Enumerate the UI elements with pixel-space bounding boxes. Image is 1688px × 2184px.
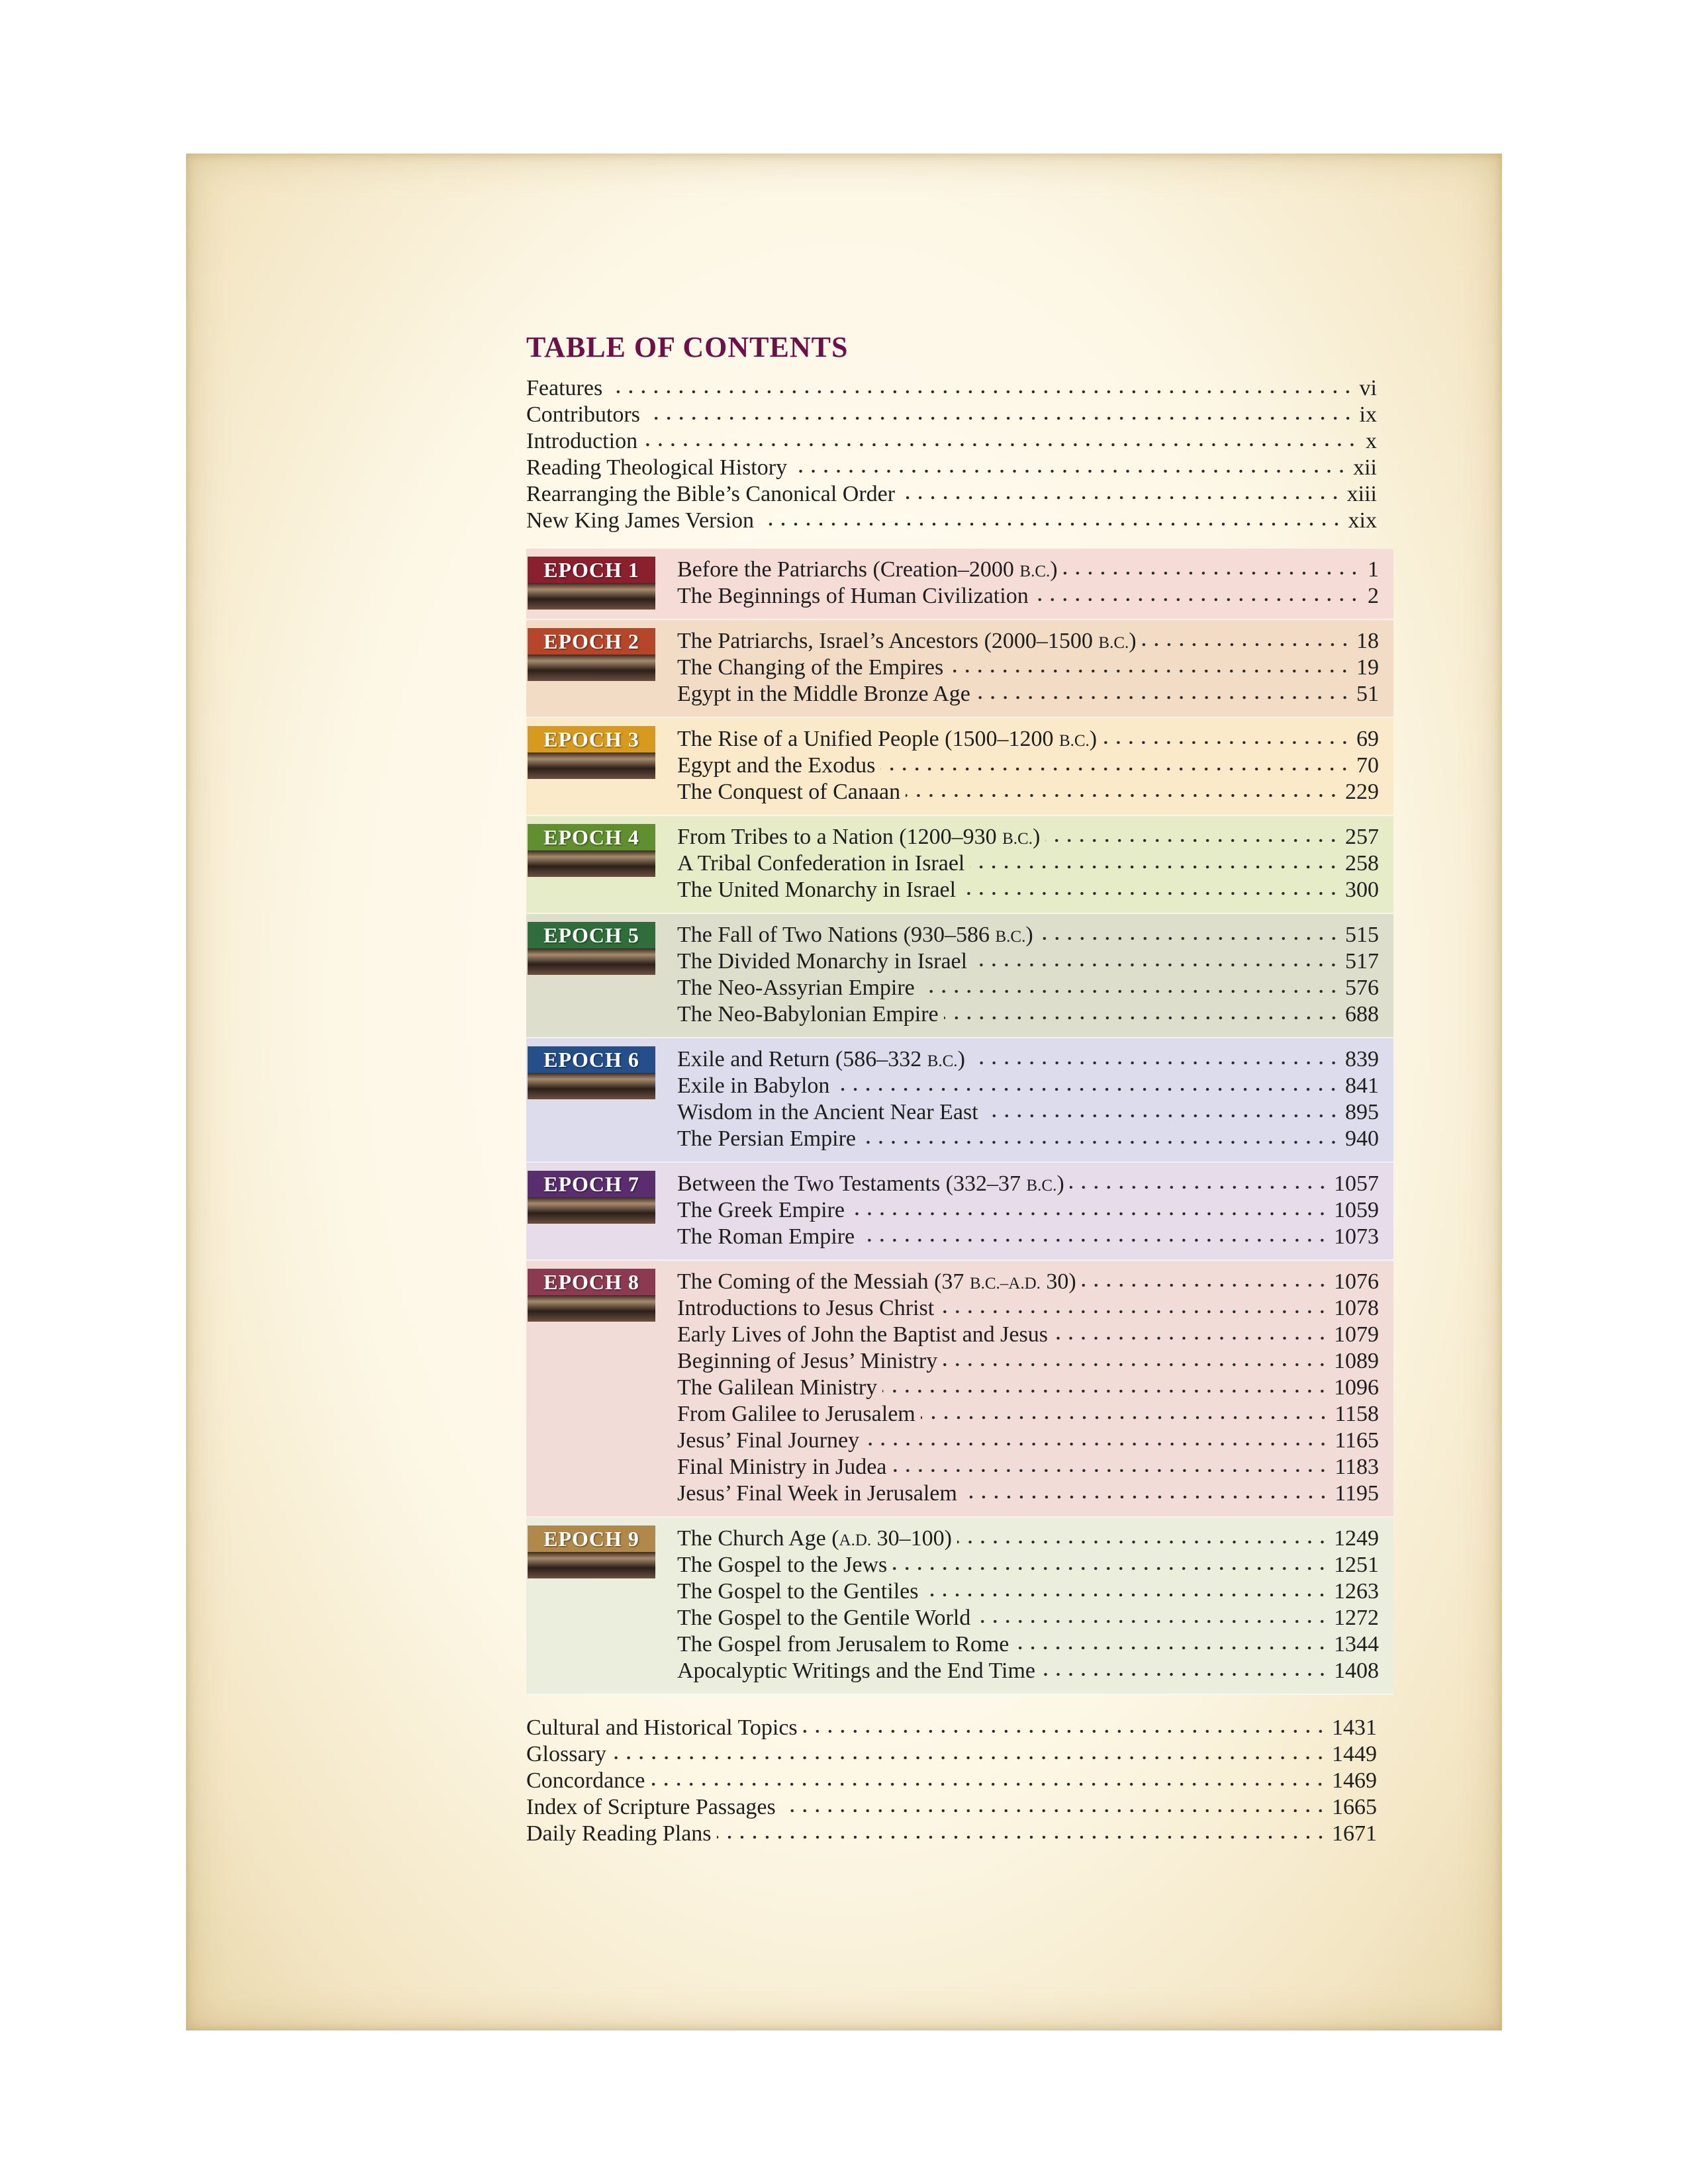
toc-entry-title	[526, 1768, 645, 1794]
toc-page-number: 1249	[1334, 1526, 1379, 1551]
table-of-contents	[526, 328, 1393, 1847]
toc-entry[interactable]	[677, 1454, 1379, 1480]
epoch-section	[526, 620, 1393, 718]
toc-entry[interactable]	[677, 1126, 1379, 1152]
toc-page-number: x	[1366, 429, 1377, 453]
dot-leader	[970, 864, 1340, 870]
toc-page-number: xiii	[1346, 482, 1377, 506]
toc-entry-label-tail: 30)	[1040, 1269, 1076, 1294]
toc-entry[interactable]	[677, 1375, 1379, 1401]
dot-leader	[882, 1388, 1329, 1394]
dot-leader	[961, 890, 1340, 897]
era-abbreviation: B.C.–A.D.	[969, 1275, 1041, 1293]
toc-entry-title	[526, 455, 787, 481]
toc-entry-title	[677, 850, 964, 877]
toc-entry[interactable]	[677, 922, 1379, 948]
epoch-badge	[528, 824, 655, 877]
toc-entry[interactable]	[526, 402, 1377, 428]
toc-entry-label: Features	[526, 376, 603, 400]
toc-entry-label: Exile in Babylon	[677, 1073, 830, 1098]
epoch-section	[526, 914, 1393, 1038]
toc-page-number: 515	[1345, 923, 1379, 947]
toc-entry-title	[677, 1171, 1064, 1197]
dot-leader	[608, 388, 1354, 395]
toc-entry-label: Egypt in the Middle Bronze Age	[677, 682, 970, 706]
era-abbreviation: B.C.	[1026, 1177, 1057, 1195]
toc-page-number: vi	[1359, 376, 1377, 400]
toc-entry-title	[526, 402, 640, 428]
toc-entry-label: Introduction	[526, 429, 638, 453]
dot-leader	[850, 1210, 1329, 1217]
toc-page-number: 1431	[1332, 1715, 1377, 1740]
toc-entry-label: Beginning of Jesus’ Ministry	[677, 1349, 938, 1373]
toc-entry-label: The Coming of the Messiah (37	[677, 1269, 970, 1294]
toc-entry[interactable]	[677, 1348, 1379, 1375]
toc-entry[interactable]	[677, 1605, 1379, 1631]
dot-leader	[920, 988, 1340, 995]
epoch-entries	[677, 824, 1379, 903]
epoch-entries	[677, 1171, 1379, 1250]
dot-leader	[645, 415, 1354, 422]
toc-entry-label: The Gospel to the Jews	[677, 1553, 888, 1577]
dot-leader	[1045, 837, 1340, 844]
dot-leader	[860, 1237, 1329, 1244]
toc-entry-label: Daily Reading Plans	[526, 1821, 712, 1846]
dot-leader	[943, 1361, 1329, 1368]
toc-entry-label: The Rise of a Unified People (1500–1200	[677, 727, 1059, 751]
epoch-badge-label: EPOCH 2	[543, 629, 639, 653]
toc-entry[interactable]	[677, 583, 1379, 610]
toc-page-number: 517	[1345, 949, 1379, 974]
toc-page-number: 1079	[1334, 1322, 1379, 1347]
dot-leader	[957, 1539, 1329, 1545]
dot-leader	[900, 494, 1342, 501]
toc-page-number: 688	[1345, 1002, 1379, 1026]
toc-entry-title	[677, 824, 1040, 850]
dot-leader	[643, 441, 1358, 448]
toc-entry-label-tail: )	[1129, 629, 1137, 653]
toc-entry-title	[677, 1073, 829, 1099]
toc-entry[interactable]	[677, 557, 1379, 583]
dot-leader	[880, 766, 1351, 772]
toc-entry-title	[526, 428, 637, 455]
dot-leader	[861, 1139, 1340, 1146]
toc-page-number: 1408	[1334, 1659, 1379, 1683]
dot-leader	[906, 792, 1340, 799]
epoch-badge-label: EPOCH 4	[543, 825, 639, 849]
toc-page-number: 2	[1368, 584, 1379, 608]
epoch-badge	[528, 726, 655, 779]
toc-page-number: 1195	[1335, 1481, 1379, 1506]
epoch-section	[526, 1518, 1393, 1695]
epoch-entries	[677, 1046, 1379, 1152]
dot-leader	[976, 694, 1351, 701]
toc-entry-title	[526, 1715, 798, 1741]
toc-page-number: 576	[1345, 976, 1379, 1000]
toc-entry-title	[677, 1099, 978, 1126]
dot-leader	[803, 1728, 1327, 1735]
dot-leader	[962, 1494, 1329, 1500]
toc-entry-title	[677, 583, 1029, 610]
toc-entry[interactable]	[677, 1658, 1379, 1684]
toc-page-number: 70	[1356, 753, 1379, 778]
dot-leader	[892, 1467, 1329, 1474]
toc-page-number: 257	[1345, 825, 1379, 849]
toc-entry-label: Contributors	[526, 402, 640, 427]
toc-entry-label: Reading Theological History	[526, 455, 788, 480]
toc-entry-title	[677, 1269, 1076, 1295]
toc-entry[interactable]	[677, 1401, 1379, 1428]
toc-entry-title	[526, 1794, 776, 1821]
toc-entry-title	[526, 1821, 712, 1847]
toc-entry-title	[677, 1197, 845, 1224]
dot-leader	[972, 962, 1340, 968]
epoch-entries	[677, 628, 1379, 707]
toc-entry-title	[677, 1525, 952, 1552]
era-abbreviation: B.C.	[1002, 830, 1033, 848]
toc-entry-title	[677, 628, 1137, 655]
toc-entry[interactable]	[677, 1171, 1379, 1197]
toc-page-number: 1	[1368, 557, 1379, 582]
dot-leader	[1142, 641, 1351, 648]
dot-leader	[892, 1565, 1329, 1572]
toc-entry-label: Wisdom in the Ancient Near East	[677, 1100, 978, 1124]
toc-entry-label: The Church Age (	[677, 1526, 839, 1551]
toc-page-number: 940	[1345, 1126, 1379, 1151]
toc-entry-label: From Galilee to Jerusalem	[677, 1402, 915, 1426]
dot-leader	[1102, 739, 1351, 746]
toc-entry-label: The Neo-Babylonian Empire	[677, 1002, 939, 1026]
toc-entry[interactable]	[526, 1768, 1377, 1794]
toc-entry-label: Glossary	[526, 1742, 606, 1766]
epoch-section	[526, 1163, 1393, 1261]
epoch-badge	[528, 922, 655, 975]
dot-leader	[1053, 1335, 1329, 1342]
toc-page-number: 1344	[1334, 1632, 1379, 1657]
toc-page-number: 19	[1356, 655, 1379, 680]
toc-page-number: 1078	[1334, 1296, 1379, 1320]
toc-entry-title	[677, 1658, 1035, 1684]
toc-entry-label-tail: )	[1032, 825, 1041, 849]
toc-entry-label-tail: )	[1050, 557, 1058, 582]
toc-page-number: 1076	[1334, 1269, 1379, 1294]
toc-entry[interactable]	[677, 1073, 1379, 1099]
dot-leader	[865, 1441, 1329, 1447]
epoch-badge-label: EPOCH 6	[543, 1048, 639, 1071]
epoch-section	[526, 1261, 1393, 1518]
epoch-entries	[677, 726, 1379, 805]
epoch-section	[526, 816, 1393, 914]
toc-entry-title	[677, 779, 900, 805]
toc-entry[interactable]	[526, 375, 1377, 402]
dot-leader	[1034, 596, 1360, 603]
toc-entry[interactable]	[677, 1001, 1379, 1028]
toc-entry-title	[526, 508, 754, 534]
toc-entry-label: Between the Two Testaments (332–37	[677, 1171, 1027, 1196]
toc-entry[interactable]	[526, 1741, 1377, 1768]
toc-entry[interactable]	[677, 1480, 1379, 1507]
dot-leader	[949, 668, 1351, 674]
toc-entry-title	[677, 1552, 887, 1578]
toc-entry-title	[526, 1741, 606, 1768]
toc-page-number: 895	[1345, 1100, 1379, 1124]
page-title: TABLE OF CONTENTS	[526, 331, 849, 363]
toc-entry[interactable]	[526, 1794, 1377, 1821]
toc-page-number: 1165	[1335, 1428, 1379, 1453]
dot-leader	[1014, 1645, 1329, 1651]
toc-page-number: 51	[1356, 682, 1379, 706]
toc-entry-label: The Gospel to the Gentile World	[677, 1606, 971, 1630]
toc-entry[interactable]	[677, 1578, 1379, 1605]
toc-entry-label-tail: )	[957, 1047, 965, 1071]
epoch-section	[526, 1038, 1393, 1163]
dot-leader	[1041, 1671, 1329, 1678]
toc-entry[interactable]	[677, 779, 1379, 805]
toc-entry-label: The Gospel from Jerusalem to Rome	[677, 1632, 1009, 1657]
toc-entry-title	[677, 948, 967, 975]
toc-entry-label: The Patriarchs, Israel’s Ancestors (2000–1500	[677, 629, 1099, 653]
toc-entry-label: Final Ministry in Judea	[677, 1455, 887, 1479]
epoch-entries	[677, 557, 1379, 610]
toc-entry[interactable]	[677, 681, 1379, 707]
back-matter-list	[526, 1715, 1377, 1847]
epoch-badge	[528, 557, 655, 610]
epoch-badge-label: EPOCH 1	[543, 558, 639, 582]
toc-page-number: 300	[1345, 878, 1379, 902]
toc-entry-label: Index of Scripture Passages	[526, 1795, 776, 1819]
toc-entry[interactable]	[677, 1197, 1379, 1224]
toc-page-number: 1449	[1332, 1742, 1377, 1766]
toc-entry[interactable]	[677, 975, 1379, 1001]
toc-page-number: 258	[1345, 851, 1379, 876]
toc-entry-label-tail: )	[1025, 923, 1033, 947]
dot-leader	[1039, 935, 1340, 942]
dot-leader	[1082, 1282, 1329, 1289]
toc-entry-label-tail: 30–100)	[871, 1526, 952, 1551]
epoch-badge	[528, 1269, 655, 1322]
toc-entry-label: The Greek Empire	[677, 1198, 845, 1222]
toc-entry[interactable]	[677, 948, 1379, 975]
toc-entry[interactable]	[526, 1715, 1377, 1741]
dot-leader	[976, 1618, 1329, 1625]
toc-entry-label: The Divided Monarchy in Israel	[677, 949, 968, 974]
toc-entry-label: The Gospel to the Gentiles	[677, 1579, 919, 1604]
toc-entry-label: Rearranging the Bible’s Canonical Order	[526, 482, 896, 506]
toc-entry-title	[677, 1578, 918, 1605]
toc-page-number: 1671	[1332, 1821, 1377, 1846]
dot-leader	[1063, 570, 1360, 576]
toc-page-number: 1263	[1334, 1579, 1379, 1604]
era-abbreviation: A.D.	[839, 1531, 872, 1549]
toc-entry-label: A Tribal Confederation in Israel	[677, 851, 965, 876]
toc-entry[interactable]	[677, 850, 1379, 877]
era-abbreviation: B.C.	[927, 1052, 958, 1070]
toc-page-number: 1096	[1334, 1375, 1379, 1400]
toc-page-number: 69	[1356, 727, 1379, 751]
era-abbreviation: B.C.	[1058, 732, 1090, 750]
dot-leader	[717, 1834, 1327, 1841]
toc-entry-title	[677, 922, 1033, 948]
toc-entry-title	[677, 1480, 957, 1507]
toc-entry-title	[526, 481, 895, 508]
dot-leader	[792, 468, 1348, 475]
toc-entry[interactable]	[677, 1428, 1379, 1454]
toc-page-number: 839	[1345, 1047, 1379, 1071]
toc-entry[interactable]	[526, 1821, 1377, 1847]
toc-page-number: 1073	[1334, 1224, 1379, 1249]
toc-entry-title	[677, 557, 1058, 583]
epoch-badge-label: EPOCH 5	[543, 923, 639, 947]
toc-page-number: 229	[1345, 780, 1379, 804]
toc-entry-label: The Roman Empire	[677, 1224, 855, 1249]
toc-entry-title	[677, 877, 956, 903]
toc-entry[interactable]	[677, 1269, 1379, 1295]
toc-entry[interactable]	[677, 1525, 1379, 1552]
toc-entry-label: The United Monarchy in Israel	[677, 878, 957, 902]
toc-entry-title	[677, 752, 875, 779]
toc-page-number: 1272	[1334, 1606, 1379, 1630]
toc-entry[interactable]	[677, 1631, 1379, 1658]
toc-entry-title	[677, 1428, 859, 1454]
toc-entry[interactable]	[677, 1099, 1379, 1126]
toc-entry-label: Exile and Return (586–332	[677, 1047, 927, 1071]
toc-entry-label: Before the Patriarchs (Creation–2000	[677, 557, 1020, 582]
dot-leader	[781, 1807, 1327, 1814]
toc-entry-label: Early Lives of John the Baptist and Jesus	[677, 1322, 1048, 1347]
toc-entry[interactable]	[526, 481, 1377, 508]
toc-entry[interactable]	[526, 508, 1377, 534]
toc-entry-label: From Tribes to a Nation (1200–930	[677, 825, 1003, 849]
epoch-list	[526, 549, 1393, 1695]
toc-entry-title	[677, 975, 915, 1001]
toc-entry-label: Cultural and Historical Topics	[526, 1715, 798, 1740]
era-abbreviation: B.C.	[1098, 634, 1129, 652]
dot-leader	[984, 1113, 1340, 1119]
toc-page-number: xix	[1348, 508, 1377, 533]
epoch-badge	[528, 628, 655, 681]
toc-entry-title	[677, 1322, 1048, 1348]
toc-entry-title	[677, 1454, 886, 1480]
front-matter-list	[526, 375, 1377, 534]
toc-entry[interactable]	[677, 1295, 1379, 1322]
era-abbreviation: B.C.	[1019, 563, 1051, 580]
epoch-badge-label: EPOCH 8	[543, 1270, 639, 1294]
dot-leader	[921, 1414, 1330, 1421]
dot-leader	[970, 1060, 1340, 1066]
toc-page-number: 1469	[1332, 1768, 1377, 1793]
toc-entry[interactable]	[526, 428, 1377, 455]
toc-page-number: xii	[1353, 455, 1377, 480]
toc-entry[interactable]	[677, 877, 1379, 903]
toc-entry-label: Jesus’ Final Journey	[677, 1428, 860, 1453]
toc-entry-label: The Changing of the Empires	[677, 655, 944, 680]
toc-entry-label: The Conquest of Canaan	[677, 780, 901, 804]
toc-entry-label: The Neo-Assyrian Empire	[677, 976, 915, 1000]
toc-entry-title	[677, 1375, 877, 1401]
toc-entry-title	[677, 1348, 937, 1375]
toc-page-number: 1059	[1334, 1198, 1379, 1222]
toc-entry-title	[677, 1631, 1009, 1658]
toc-entry[interactable]	[677, 1552, 1379, 1578]
toc-entry-title	[677, 655, 943, 681]
toc-page-number: 1665	[1332, 1795, 1377, 1819]
toc-entry-label: The Beginnings of Human Civilization	[677, 584, 1029, 608]
dot-leader	[650, 1781, 1327, 1788]
toc-page-number: 1183	[1335, 1455, 1379, 1479]
toc-entry[interactable]	[677, 1046, 1379, 1073]
toc-entry-title	[677, 1001, 939, 1028]
epoch-badge-label: EPOCH 9	[543, 1527, 639, 1551]
epoch-entries	[677, 922, 1379, 1028]
toc-entry-title	[677, 1126, 856, 1152]
dot-leader	[939, 1308, 1329, 1315]
epoch-section	[526, 718, 1393, 816]
epoch-badge	[528, 1525, 655, 1578]
epoch-section	[526, 549, 1393, 620]
toc-entry-title	[677, 726, 1097, 752]
toc-entry[interactable]	[677, 726, 1379, 752]
epoch-badge	[528, 1171, 655, 1224]
dot-leader	[923, 1592, 1329, 1598]
toc-entry[interactable]	[677, 1322, 1379, 1348]
toc-entry-label: New King James Version	[526, 508, 755, 533]
toc-entry-title	[677, 681, 970, 707]
toc-entry-label: Apocalyptic Writings and the End Time	[677, 1659, 1036, 1683]
dot-leader	[835, 1086, 1340, 1093]
toc-entry-title	[677, 1295, 934, 1322]
epoch-entries	[677, 1525, 1379, 1684]
toc-entry-label: Concordance	[526, 1768, 645, 1793]
epoch-badge	[528, 1046, 655, 1099]
toc-page-number: 18	[1356, 629, 1379, 653]
dot-leader	[612, 1754, 1327, 1761]
epoch-badge-label: EPOCH 7	[543, 1172, 639, 1196]
toc-page-number: 841	[1345, 1073, 1379, 1098]
toc-entry-label-tail: )	[1056, 1171, 1064, 1196]
toc-entry-label: The Fall of Two Nations (930–586	[677, 923, 996, 947]
dot-leader	[759, 521, 1342, 527]
toc-entry-label: Introductions to Jesus Christ	[677, 1296, 935, 1320]
toc-page-number: 1057	[1334, 1171, 1379, 1196]
era-abbreviation: B.C.	[995, 928, 1026, 946]
dot-leader	[1070, 1184, 1329, 1191]
toc-entry-title	[677, 1224, 855, 1250]
toc-entry[interactable]	[677, 752, 1379, 779]
toc-entry[interactable]	[677, 655, 1379, 681]
toc-entry-label-tail: )	[1089, 727, 1098, 751]
toc-page-number: 1251	[1334, 1553, 1379, 1577]
toc-entry-label: The Galilean Ministry	[677, 1375, 878, 1400]
epoch-badge-label: EPOCH 3	[543, 727, 639, 751]
toc-entry-title	[677, 1401, 915, 1428]
epoch-entries	[677, 1269, 1379, 1507]
toc-entry[interactable]	[677, 1224, 1379, 1250]
toc-entry-label: Jesus’ Final Week in Jerusalem	[677, 1481, 957, 1506]
toc-entry-label: Egypt and the Exodus	[677, 753, 876, 778]
toc-page-number: 1089	[1334, 1349, 1379, 1373]
toc-entry[interactable]	[677, 628, 1379, 655]
toc-page-number: ix	[1359, 402, 1377, 427]
toc-page-number: 1158	[1335, 1402, 1379, 1426]
toc-entry-title	[677, 1046, 965, 1073]
toc-entry-title	[526, 375, 602, 402]
toc-entry-label: The Persian Empire	[677, 1126, 857, 1151]
toc-entry[interactable]	[677, 824, 1379, 850]
toc-entry-title	[677, 1605, 970, 1631]
dot-leader	[944, 1015, 1340, 1021]
toc-entry[interactable]	[526, 455, 1377, 481]
